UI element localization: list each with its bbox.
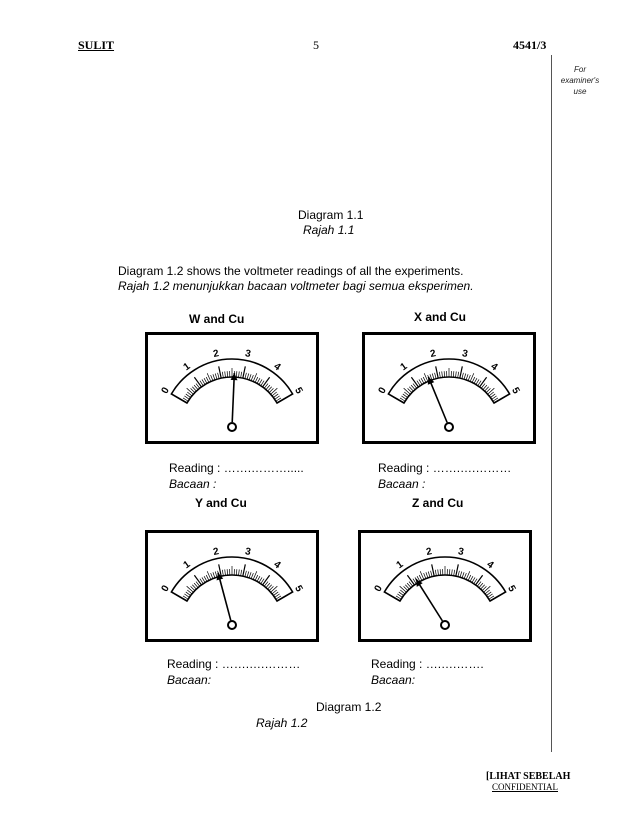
meter-y-tick: [245, 571, 246, 577]
meter-x-tick-label: 2: [429, 348, 437, 361]
diagram12-title-ms: Rajah 1.2: [256, 716, 308, 730]
meter-w-tick: [247, 373, 249, 379]
header-code: 4541/3: [513, 38, 547, 52]
meter-x-label: X and Cu: [414, 310, 467, 324]
meter-x-tick: [404, 388, 411, 394]
meter-z-tick: [431, 571, 432, 577]
meter-x-tick: [458, 372, 459, 378]
meter-z-tick: [470, 576, 473, 581]
meter-w-tick: [213, 374, 215, 380]
meter-x-tick: [474, 378, 477, 383]
footer-next-page: [LIHAT SEBELAH: [486, 771, 571, 782]
meter-x-reading: [378, 460, 511, 492]
meter-w-tick: [218, 373, 219, 379]
meter-x-tick: [462, 373, 463, 379]
header-sulit: SULIT: [78, 38, 115, 52]
meter-y: [145, 530, 319, 642]
page-number: 5: [313, 38, 319, 52]
meter-z-tick-label: 3: [457, 546, 465, 559]
meter-y-tick: [211, 573, 213, 579]
examiner-note-line1: For: [574, 65, 586, 74]
meter-y-tick-label: 3: [244, 546, 252, 559]
meter-y-tick: [187, 586, 194, 592]
meter-x-reading-label: Reading : …….….………: [378, 461, 512, 475]
meter-w-tick: [251, 375, 253, 381]
meter-w-tick: [243, 366, 245, 378]
meter-y-tick: [222, 570, 223, 576]
meter-w-tick-label: 1: [181, 361, 193, 374]
meter-z-tick: [452, 569, 453, 575]
meter-x-tick: [464, 373, 466, 379]
footer-confidential: CONFIDENTIAL: [492, 782, 558, 792]
meter-z-tick: [426, 572, 428, 578]
meter-y-tick: [225, 569, 226, 575]
meter-z-tick: [490, 595, 500, 601]
meter-z-reading: [371, 656, 484, 688]
meter-x: [362, 332, 536, 444]
meter-y-tick: [257, 576, 260, 581]
intro-text-ms: Rajah 1.2 menunjukkan bacaan voltmeter bagi semua eksperimen.: [118, 279, 474, 293]
meter-w-tick-label: 3: [244, 348, 252, 361]
meter-x-tick-label: 4: [488, 361, 500, 374]
meter-w-tick-label: 0: [159, 385, 172, 396]
meter-y-tick: [177, 595, 187, 601]
meter-z-face: [361, 533, 529, 639]
meter-x-tick: [439, 372, 440, 378]
meter-z-pivot: [441, 621, 449, 629]
meter-w-tick: [249, 374, 251, 380]
meter-x-tick: [421, 378, 424, 383]
meter-x-tick-label: 5: [509, 385, 522, 396]
meter-z-label: Z and Cu: [412, 496, 464, 510]
meter-z-bacaan-label: Bacaan:: [371, 673, 416, 687]
meter-x-tick: [494, 397, 504, 403]
meter-z-tick-label: 1: [394, 559, 406, 572]
meter-y-tick: [202, 577, 205, 582]
diagram12-title: Diagram 1.2: [316, 700, 382, 714]
meter-x-tick: [444, 371, 445, 377]
meter-y-bacaan-label: Bacaan:: [167, 673, 212, 687]
meter-w-tick: [236, 371, 237, 377]
meter-z-tick: [390, 595, 400, 601]
meter-w-tick: [255, 377, 258, 382]
meter-z-tick-label: 4: [484, 559, 496, 572]
meter-y-tick: [249, 572, 251, 578]
meter-w-tick: [239, 371, 240, 377]
meter-z-tick: [456, 564, 458, 576]
meter-x-tick: [442, 371, 443, 377]
meter-w-tick: [277, 397, 287, 403]
meter-z-tick-label: 5: [505, 583, 518, 594]
meter-x-tick: [472, 377, 475, 382]
meter-x-tick: [488, 388, 495, 394]
meter-x-tick: [466, 374, 468, 380]
meter-y-tick: [255, 575, 258, 580]
meter-y-tick: [251, 573, 253, 579]
meter-w-tick: [206, 377, 209, 382]
meter-w-reading-label: Reading : …….……….....: [169, 461, 304, 475]
meter-z-reading-label: Reading : ….….…….: [371, 657, 484, 671]
meter-w-label: W and Cu: [189, 312, 245, 326]
meter-z-tick: [435, 570, 436, 576]
meter-w-tick: [219, 366, 221, 378]
meter-z-tick: [424, 573, 426, 579]
meter-w-tick: [225, 371, 226, 377]
meter-x-tick: [432, 373, 434, 379]
meter-y-pivot: [228, 621, 236, 629]
meter-w-reading: [169, 460, 304, 492]
examiner-note: [555, 64, 605, 97]
meter-x-needle: [428, 377, 447, 423]
meter-z-tick: [419, 575, 422, 580]
meter-y-tick-label: 4: [271, 559, 283, 572]
meter-w: [145, 332, 319, 444]
meter-w-tick: [245, 373, 246, 379]
diagram11-title: Diagram 1.1: [298, 208, 364, 222]
meter-y-tick: [277, 595, 287, 601]
meter-z-tick: [438, 569, 439, 575]
meter-y-tick: [213, 572, 215, 578]
meter-y-tick: [215, 571, 217, 577]
meter-x-tick: [419, 379, 422, 384]
meter-x-tick-label: 3: [461, 348, 469, 361]
meter-w-tick-label: 4: [271, 361, 283, 374]
meter-y-tick: [247, 571, 249, 577]
meter-x-tick: [453, 371, 454, 377]
meter-w-tick: [204, 378, 207, 383]
meter-x-tick-label: 1: [398, 361, 410, 374]
meter-w-pivot: [228, 423, 236, 431]
meter-w-tick: [177, 397, 187, 403]
meter-z-tick-label: 2: [425, 546, 433, 559]
meter-z-needle: [416, 579, 442, 621]
meter-w-tick: [241, 372, 242, 378]
meter-x-face: [365, 335, 533, 441]
meter-y-reading-label: Reading : …….….………: [167, 657, 301, 671]
meter-x-tick: [394, 397, 404, 403]
meter-x-tick: [460, 366, 462, 378]
meter-w-tick-label: 2: [212, 348, 220, 361]
diagram11-title-ms: Rajah 1.1: [303, 223, 355, 237]
meter-y-tick: [271, 586, 278, 592]
intro-text-en: Diagram 1.2 shows the voltmeter readings of all the experiments.: [118, 264, 464, 278]
meter-z-tick: [432, 564, 434, 576]
meter-w-tick: [187, 388, 194, 394]
meter-w-tick: [222, 372, 223, 378]
meter-z-tick: [472, 577, 475, 582]
meter-z-tick: [449, 569, 450, 575]
meter-y-tick: [204, 576, 207, 581]
meter-w-tick: [215, 373, 217, 379]
meter-y-tick: [241, 570, 242, 576]
meter-z-tick: [440, 569, 441, 575]
meter-z-tick: [458, 571, 459, 577]
meter-y-tick-label: 1: [181, 559, 193, 572]
meter-z-tick: [464, 573, 466, 579]
meter-w-tick: [227, 371, 228, 377]
meter-y-tick: [206, 575, 209, 580]
meter-y-needle: [218, 573, 231, 621]
meter-x-bacaan-label: Bacaan :: [378, 477, 426, 491]
meter-x-tick: [456, 371, 457, 377]
meter-y-reading: [167, 656, 300, 688]
meter-x-tick: [476, 379, 479, 384]
meter-x-tick: [423, 377, 426, 382]
meter-z-tick: [400, 586, 407, 592]
meter-w-tick: [259, 379, 262, 384]
examiner-margin-line: [551, 55, 552, 752]
meter-y-tick: [236, 569, 237, 575]
meter-y-label: Y and Cu: [195, 496, 247, 510]
meter-w-bacaan-label: Bacaan :: [169, 477, 217, 491]
meter-y-face: [148, 533, 316, 639]
examiner-note-line2: examiner's: [560, 76, 600, 85]
meter-w-tick: [202, 379, 205, 384]
meter-y-tick: [243, 564, 245, 576]
meter-x-tick-label: 0: [376, 385, 389, 396]
meter-z-tick: [462, 572, 464, 578]
meter-z-tick: [428, 571, 430, 577]
meter-x-tick: [435, 373, 436, 379]
meter-z-tick: [468, 575, 471, 580]
meter-y-tick-label: 5: [292, 583, 305, 594]
meter-z: [358, 530, 532, 642]
meter-w-tick: [257, 378, 260, 383]
meter-y-tick: [227, 569, 228, 575]
meter-z-tick: [460, 571, 462, 577]
examiner-note-line3: use: [573, 87, 587, 96]
meter-w-face: [148, 335, 316, 441]
meter-w-tick-label: 5: [292, 385, 305, 396]
meter-w-tick: [211, 375, 213, 381]
meter-y-tick-label: 0: [159, 583, 172, 594]
meter-x-tick: [436, 366, 438, 378]
meter-w-needle: [232, 373, 234, 422]
meter-x-tick: [468, 375, 470, 381]
meter-y-tick: [259, 577, 262, 582]
meter-y-tick: [239, 569, 240, 575]
meter-w-tick: [271, 388, 278, 394]
meter-y-tick-label: 2: [212, 546, 220, 559]
meter-z-tick: [484, 586, 491, 592]
meter-x-pivot: [445, 423, 453, 431]
meter-z-tick: [454, 570, 455, 576]
meter-z-tick-label: 0: [372, 583, 385, 594]
